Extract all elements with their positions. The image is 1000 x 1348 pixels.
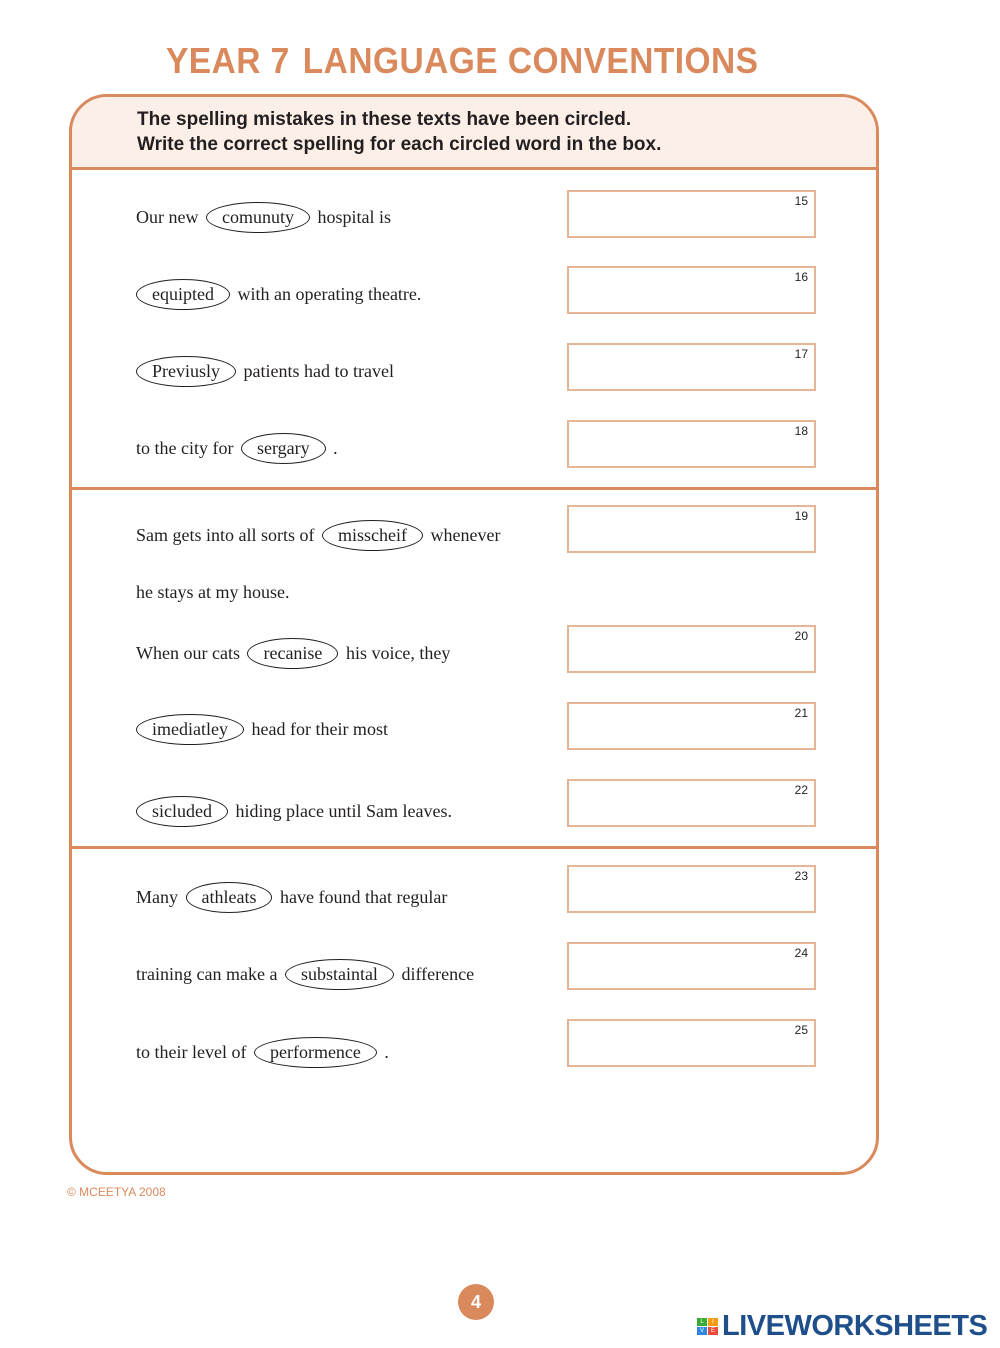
circled-word: sicluded [136,796,228,827]
question-number: 22 [794,783,808,797]
brand-block: I [708,1318,718,1326]
instructions-band [72,97,876,170]
page-number: 4 [458,1284,494,1320]
text-after: with an operating theatre. [237,284,422,304]
section-divider [72,487,876,490]
answer-input[interactable] [571,357,775,387]
text-after: . [333,438,338,458]
circled-word: imediatley [136,714,244,745]
brand-logo [697,1309,987,1343]
sentence-line [136,202,391,232]
answer-box [567,625,816,673]
sentence-line [136,1037,389,1067]
question-number: 15 [794,194,808,208]
circled-word: misscheif [322,520,423,551]
brand-block: L [697,1318,707,1326]
text-before: to the city for [136,438,234,458]
question-number: 21 [794,706,808,720]
brand-block: E [708,1327,718,1335]
text-after: head for their most [251,719,388,739]
answer-input[interactable] [571,793,775,823]
sentence-line [136,714,388,744]
text-after: have found that regular [279,887,448,907]
answer-input[interactable] [571,1033,775,1063]
circled-word: athleats [186,882,273,913]
circled-word: comunuty [206,202,310,233]
question-number: 19 [794,509,808,523]
sentence-line [136,638,450,668]
text-after: difference [401,964,475,984]
section-divider [72,846,876,849]
answer-input[interactable] [571,519,775,549]
text-before: When our cats [136,643,240,663]
brand-name: LIVEWORKSHEETS [722,1309,988,1342]
sentence-line [136,433,338,463]
question-number: 18 [794,424,808,438]
copyright: © MCEETYA 2008 [67,1185,166,1199]
question-number: 23 [794,869,808,883]
sentence-line [136,959,474,989]
question-number: 17 [794,347,808,361]
answer-input[interactable] [571,639,775,669]
instruction-line: The spelling mistakes in these texts have been circled. [137,109,632,130]
question-number: 25 [794,1023,808,1037]
answer-box [567,505,816,553]
sentence-line [136,279,421,309]
question-number: 16 [794,270,808,284]
circled-word: recanise [247,638,338,669]
answer-box [567,1019,816,1067]
page-title [166,40,758,82]
text-after: . [384,1042,389,1062]
circled-word: sergary [241,433,326,464]
answer-box [567,865,816,913]
plain-text: he stays at my house. [136,582,290,602]
text-after: hiding place until Sam leaves. [235,801,452,821]
answer-box [567,343,816,391]
title-year: YEAR 7 [166,40,290,81]
question-number: 20 [794,629,808,643]
answer-input[interactable] [571,879,775,909]
text-after: his voice, they [345,643,451,663]
answer-box [567,942,816,990]
sentence-line [136,520,500,550]
brand-blocks-icon [697,1318,718,1335]
answer-input[interactable] [571,204,775,234]
text-after: whenever [430,525,501,545]
text-before: training can make a [136,964,278,984]
circled-word: equipted [136,279,230,310]
instruction-line: Write the correct spelling for each circled word in the box. [137,134,662,155]
sentence-line [136,796,452,826]
text-before: Our new [136,207,199,227]
answer-input[interactable] [571,716,775,746]
answer-box [567,420,816,468]
circled-word: performence [254,1037,377,1068]
answer-box [567,190,816,238]
title-subject: LANGUAGE CONVENTIONS [302,40,759,81]
answer-input[interactable] [571,434,775,464]
sentence-line [136,577,289,607]
text-before: Sam gets into all sorts of [136,525,315,545]
answer-input[interactable] [571,956,775,986]
text-before: Many [136,887,178,907]
question-number: 24 [794,946,808,960]
answer-box [567,779,816,827]
brand-block: V [697,1327,707,1335]
circled-word: Previusly [136,356,236,387]
text-before: to their level of [136,1042,247,1062]
sentence-line [136,882,447,912]
sentence-line [136,356,394,386]
text-after: patients had to travel [243,361,394,381]
answer-input[interactable] [571,280,775,310]
circled-word: substaintal [285,959,394,990]
answer-box [567,266,816,314]
answer-box [567,702,816,750]
text-after: hospital is [317,207,391,227]
